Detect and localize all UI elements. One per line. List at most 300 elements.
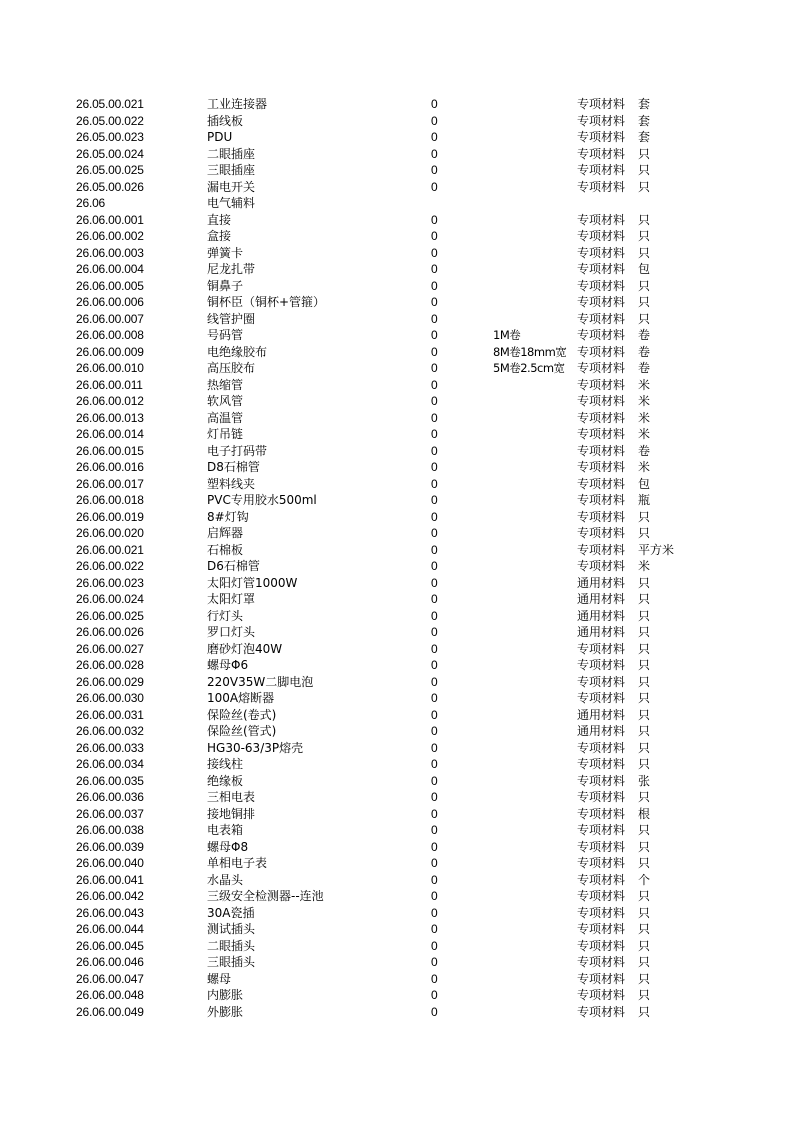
item-category: 专项材料 xyxy=(577,988,626,1002)
item-quantity: 0 xyxy=(431,394,438,408)
item-quantity: 0 xyxy=(431,97,438,111)
item-category: 专项材料 xyxy=(577,955,626,969)
item-code: 26.06.00.039 xyxy=(76,839,144,854)
item-name: 行灯头 xyxy=(207,608,244,623)
item-name: 螺母Φ8 xyxy=(207,839,249,854)
item-code: 26.05.00.024 xyxy=(76,146,144,161)
item-name: 软风管 xyxy=(207,394,244,408)
table-row xyxy=(0,690,793,707)
table-row xyxy=(0,789,793,806)
table-row xyxy=(0,657,793,674)
item-quantity: 0 xyxy=(431,212,438,227)
item-code: 26.06.00.046 xyxy=(76,955,144,969)
table-row xyxy=(0,261,793,278)
item-category: 专项材料 xyxy=(577,113,626,128)
item-category: 专项材料 xyxy=(577,658,626,672)
item-quantity: 0 xyxy=(431,427,438,441)
item-name: 30A瓷插 xyxy=(207,905,255,920)
item-unit: 只 xyxy=(638,146,651,161)
item-category: 专项材料 xyxy=(577,509,626,524)
item-code: 26.06.00.029 xyxy=(76,674,144,689)
item-unit: 只 xyxy=(638,839,651,854)
item-name: 太阳灯管1000W xyxy=(207,575,298,590)
item-unit: 只 xyxy=(638,509,651,524)
item-name: 电绝缘胶布 xyxy=(207,344,268,359)
item-code: 26.06.00.008 xyxy=(76,328,144,342)
item-category: 专项材料 xyxy=(577,344,626,359)
item-unit: 套 xyxy=(638,130,651,144)
item-quantity: 0 xyxy=(431,641,438,656)
item-name: 太阳灯罩 xyxy=(207,592,256,606)
item-name: 弹簧卡 xyxy=(207,245,244,260)
item-quantity: 0 xyxy=(431,295,438,309)
item-code: 26.06.00.031 xyxy=(76,707,144,722)
item-unit: 米 xyxy=(638,394,651,408)
item-code: 26.06.00.021 xyxy=(76,542,144,557)
item-category: 专项材料 xyxy=(577,377,626,392)
item-name: 直接 xyxy=(207,212,232,227)
item-category: 专项材料 xyxy=(577,443,626,458)
item-category: 专项材料 xyxy=(577,229,626,243)
item-category: 专项材料 xyxy=(577,691,626,705)
item-code: 26.06.00.013 xyxy=(76,410,144,425)
item-code: 26.06.00.047 xyxy=(76,971,144,986)
item-unit: 卷 xyxy=(638,344,651,359)
item-unit: 卷 xyxy=(638,328,651,342)
item-quantity: 0 xyxy=(431,971,438,986)
item-spec: 5M卷2.5cm宽 xyxy=(493,361,565,375)
item-name: 三级安全检测器--连池 xyxy=(207,889,324,903)
table-row xyxy=(0,888,793,905)
table-row xyxy=(0,855,793,872)
item-code: 26.06.00.027 xyxy=(76,641,144,656)
table-row xyxy=(0,410,793,427)
item-category: 专项材料 xyxy=(577,674,626,689)
item-quantity: 0 xyxy=(431,839,438,854)
table-row xyxy=(0,839,793,856)
table-row xyxy=(0,987,793,1004)
item-quantity: 0 xyxy=(431,823,438,837)
item-category: 专项材料 xyxy=(577,938,626,953)
item-unit: 米 xyxy=(638,410,651,425)
item-code: 26.06.00.038 xyxy=(76,823,144,837)
item-category: 专项材料 xyxy=(577,328,626,342)
table-row xyxy=(0,773,793,790)
item-code: 26.06.00.043 xyxy=(76,905,144,920)
item-category: 专项材料 xyxy=(577,460,626,474)
item-category: 专项材料 xyxy=(577,427,626,441)
item-quantity: 0 xyxy=(431,163,438,177)
item-name: 罗口灯头 xyxy=(207,625,256,639)
item-category: 专项材料 xyxy=(577,245,626,260)
item-unit: 只 xyxy=(638,971,651,986)
item-quantity: 0 xyxy=(431,146,438,161)
item-name: 水晶头 xyxy=(207,872,244,887)
item-code: 26.06.00.004 xyxy=(76,262,144,276)
item-quantity: 0 xyxy=(431,575,438,590)
item-quantity: 0 xyxy=(431,889,438,903)
item-code: 26.06.00.045 xyxy=(76,938,144,953)
item-name: 插线板 xyxy=(207,113,244,128)
item-quantity: 0 xyxy=(431,509,438,524)
table-row xyxy=(0,129,793,146)
item-unit: 只 xyxy=(638,625,651,639)
item-quantity: 0 xyxy=(431,625,438,639)
item-code: 26.06.00.044 xyxy=(76,922,144,936)
table-row xyxy=(0,228,793,245)
item-name: 电气辅料 xyxy=(207,196,256,210)
item-name: 高压胶布 xyxy=(207,361,256,375)
item-code: 26.06.00.014 xyxy=(76,427,144,441)
item-name: 线管护圈 xyxy=(207,311,256,326)
item-code: 26.06.00.026 xyxy=(76,625,144,639)
item-category: 专项材料 xyxy=(577,179,626,194)
item-quantity: 0 xyxy=(431,130,438,144)
item-category: 专项材料 xyxy=(577,773,626,788)
item-unit: 只 xyxy=(638,212,651,227)
item-name: 单相电子表 xyxy=(207,856,268,870)
item-name: PVC专用胶水500ml xyxy=(207,493,317,507)
item-quantity: 0 xyxy=(431,707,438,722)
item-name: 三相电表 xyxy=(207,790,256,804)
item-unit: 只 xyxy=(638,905,651,920)
item-unit: 只 xyxy=(638,245,651,260)
item-unit: 只 xyxy=(638,278,651,293)
item-category: 专项材料 xyxy=(577,905,626,920)
item-name: 盒接 xyxy=(207,229,232,243)
item-code: 26.06.00.035 xyxy=(76,773,144,788)
item-unit: 平方米 xyxy=(638,542,675,557)
item-category: 专项材料 xyxy=(577,872,626,887)
item-category: 专项材料 xyxy=(577,278,626,293)
item-code: 26.06.00.023 xyxy=(76,575,144,590)
item-category: 专项材料 xyxy=(577,971,626,986)
item-category: 通用材料 xyxy=(577,625,626,639)
item-unit: 套 xyxy=(638,97,651,111)
item-code: 26.06.00.002 xyxy=(76,229,144,243)
item-quantity: 0 xyxy=(431,229,438,243)
item-category: 专项材料 xyxy=(577,493,626,507)
item-unit: 只 xyxy=(638,179,651,194)
item-unit: 根 xyxy=(638,806,651,821)
item-code: 26.06.00.015 xyxy=(76,443,144,458)
item-category: 专项材料 xyxy=(577,262,626,276)
item-name: 漏电开关 xyxy=(207,179,256,194)
table-row xyxy=(0,162,793,179)
table-row xyxy=(0,245,793,262)
item-code: 26.06.00.025 xyxy=(76,608,144,623)
material-list-table xyxy=(0,96,793,1020)
item-quantity: 0 xyxy=(431,113,438,128)
table-row xyxy=(0,641,793,658)
item-code: 26.06.00.009 xyxy=(76,344,144,359)
item-name: 内膨胀 xyxy=(207,988,244,1002)
item-unit: 包 xyxy=(638,476,651,491)
item-name: 电子打码带 xyxy=(207,443,268,458)
item-unit: 只 xyxy=(638,856,651,870)
item-name: 三眼插座 xyxy=(207,163,256,177)
item-unit: 只 xyxy=(638,823,651,837)
item-unit: 包 xyxy=(638,262,651,276)
item-quantity: 0 xyxy=(431,955,438,969)
item-unit: 米 xyxy=(638,559,651,573)
item-code: 26.06.00.016 xyxy=(76,460,144,474)
item-name: 铜杯臣（铜杯+管箍） xyxy=(207,295,326,309)
table-row xyxy=(0,509,793,526)
item-quantity: 0 xyxy=(431,361,438,375)
item-name: D8石棉管 xyxy=(207,460,260,474)
table-row xyxy=(0,921,793,938)
table-row xyxy=(0,558,793,575)
table-row xyxy=(0,179,793,196)
item-name: 外膨胀 xyxy=(207,1004,244,1019)
item-code: 26.06.00.030 xyxy=(76,691,144,705)
item-code: 26.06.00.001 xyxy=(76,212,144,227)
item-name: HG30-63/3P熔壳 xyxy=(207,740,304,755)
table-row xyxy=(0,822,793,839)
item-name: PDU xyxy=(207,130,233,144)
table-row xyxy=(0,806,793,823)
item-name: 100A熔断器 xyxy=(207,691,275,705)
item-name: 号码管 xyxy=(207,328,244,342)
item-quantity: 0 xyxy=(431,757,438,771)
item-category: 专项材料 xyxy=(577,394,626,408)
item-unit: 瓶 xyxy=(638,493,651,507)
item-name: 塑料线夹 xyxy=(207,476,256,491)
item-category: 专项材料 xyxy=(577,212,626,227)
item-code: 26.05.00.021 xyxy=(76,97,144,111)
item-unit: 只 xyxy=(638,674,651,689)
item-unit: 只 xyxy=(638,608,651,623)
table-row xyxy=(0,96,793,113)
table-row xyxy=(0,294,793,311)
item-category: 专项材料 xyxy=(577,542,626,557)
item-code: 26.06.00.020 xyxy=(76,526,144,540)
item-code: 26.06.00.019 xyxy=(76,509,144,524)
item-unit: 个 xyxy=(638,872,651,887)
item-name: 二眼插座 xyxy=(207,146,256,161)
item-code: 26.06.00.022 xyxy=(76,559,144,573)
item-unit: 只 xyxy=(638,658,651,672)
table-row xyxy=(0,707,793,724)
item-quantity: 0 xyxy=(431,608,438,623)
item-category: 专项材料 xyxy=(577,856,626,870)
table-row xyxy=(0,723,793,740)
item-quantity: 0 xyxy=(431,674,438,689)
item-category: 专项材料 xyxy=(577,361,626,375)
table-row xyxy=(0,608,793,625)
item-category: 专项材料 xyxy=(577,889,626,903)
item-unit: 只 xyxy=(638,889,651,903)
item-quantity: 0 xyxy=(431,592,438,606)
item-quantity: 0 xyxy=(431,262,438,276)
item-code: 26.06.00.005 xyxy=(76,278,144,293)
table-row xyxy=(0,542,793,559)
item-category: 通用材料 xyxy=(577,724,626,738)
item-name: 绝缘板 xyxy=(207,773,244,788)
table-row xyxy=(0,113,793,130)
item-quantity: 0 xyxy=(431,988,438,1002)
item-category: 专项材料 xyxy=(577,559,626,573)
item-code: 26.06.00.018 xyxy=(76,493,144,507)
item-code: 26.05.00.022 xyxy=(76,113,144,128)
item-quantity: 0 xyxy=(431,691,438,705)
table-row xyxy=(0,1004,793,1021)
item-unit: 米 xyxy=(638,427,651,441)
item-category: 专项材料 xyxy=(577,526,626,540)
item-name: 铜鼻子 xyxy=(207,278,244,293)
item-quantity: 0 xyxy=(431,278,438,293)
item-unit: 只 xyxy=(638,691,651,705)
table-row xyxy=(0,492,793,509)
item-unit: 套 xyxy=(638,113,651,128)
item-name: 热缩管 xyxy=(207,377,244,392)
item-unit: 只 xyxy=(638,707,651,722)
item-code: 26.06.00.048 xyxy=(76,988,144,1002)
item-quantity: 0 xyxy=(431,311,438,326)
item-category: 专项材料 xyxy=(577,130,626,144)
item-code: 26.06.00.011 xyxy=(76,377,143,392)
item-category: 专项材料 xyxy=(577,806,626,821)
table-row xyxy=(0,525,793,542)
item-unit: 只 xyxy=(638,311,651,326)
item-unit: 只 xyxy=(638,1004,651,1019)
item-code: 26.06.00.041 xyxy=(76,872,144,887)
item-unit: 只 xyxy=(638,526,651,540)
table-row xyxy=(0,674,793,691)
table-row xyxy=(0,872,793,889)
item-quantity: 0 xyxy=(431,460,438,474)
table-row xyxy=(0,591,793,608)
item-quantity: 0 xyxy=(431,559,438,573)
item-name: 石棉板 xyxy=(207,542,244,557)
table-row xyxy=(0,971,793,988)
item-category: 专项材料 xyxy=(577,1004,626,1019)
item-unit: 只 xyxy=(638,955,651,969)
item-name: 螺母 xyxy=(207,971,232,986)
item-unit: 只 xyxy=(638,757,651,771)
item-category: 通用材料 xyxy=(577,575,626,590)
item-unit: 只 xyxy=(638,724,651,738)
item-category: 专项材料 xyxy=(577,839,626,854)
item-code: 26.06.00.017 xyxy=(76,476,144,491)
item-category: 专项材料 xyxy=(577,476,626,491)
item-code: 26.06.00.010 xyxy=(76,361,144,375)
table-row xyxy=(0,311,793,328)
table-row xyxy=(0,212,793,229)
item-quantity: 0 xyxy=(431,410,438,425)
table-row xyxy=(0,278,793,295)
item-quantity: 0 xyxy=(431,1004,438,1019)
item-code: 26.06.00.033 xyxy=(76,740,144,755)
item-spec: 1M卷 xyxy=(493,328,521,342)
item-name: 8#灯钩 xyxy=(207,509,249,524)
item-category: 专项材料 xyxy=(577,295,626,309)
item-name: 工业连接器 xyxy=(207,97,268,111)
table-row xyxy=(0,740,793,757)
item-unit: 只 xyxy=(638,740,651,755)
item-code: 26.06.00.037 xyxy=(76,806,144,821)
item-category: 专项材料 xyxy=(577,163,626,177)
item-category: 专项材料 xyxy=(577,757,626,771)
item-quantity: 0 xyxy=(431,658,438,672)
item-unit: 只 xyxy=(638,163,651,177)
item-name: 电表箱 xyxy=(207,823,244,837)
item-code: 26.06.00.012 xyxy=(76,394,144,408)
item-name: 接地铜排 xyxy=(207,806,256,821)
item-category: 专项材料 xyxy=(577,922,626,936)
item-name: 尼龙扎带 xyxy=(207,262,256,276)
item-category: 专项材料 xyxy=(577,641,626,656)
item-name: 二眼插头 xyxy=(207,938,256,953)
table-row xyxy=(0,360,793,377)
table-row xyxy=(0,459,793,476)
item-quantity: 0 xyxy=(431,938,438,953)
table-row xyxy=(0,344,793,361)
item-category: 专项材料 xyxy=(577,740,626,755)
item-name: 接线柱 xyxy=(207,757,244,771)
table-row xyxy=(0,938,793,955)
item-name: 高温管 xyxy=(207,410,244,425)
item-quantity: 0 xyxy=(431,724,438,738)
item-name: 磨砂灯泡40W xyxy=(207,641,283,656)
item-category: 专项材料 xyxy=(577,146,626,161)
item-unit: 只 xyxy=(638,938,651,953)
item-unit: 只 xyxy=(638,229,651,243)
item-unit: 只 xyxy=(638,790,651,804)
item-name: 测试插头 xyxy=(207,922,256,936)
item-quantity: 0 xyxy=(431,443,438,458)
item-unit: 只 xyxy=(638,592,651,606)
item-quantity: 0 xyxy=(431,872,438,887)
table-row xyxy=(0,905,793,922)
item-quantity: 0 xyxy=(431,922,438,936)
table-row xyxy=(0,393,793,410)
item-code: 26.06.00.024 xyxy=(76,592,144,606)
item-quantity: 0 xyxy=(431,526,438,540)
item-quantity: 0 xyxy=(431,740,438,755)
item-code: 26.06.00.028 xyxy=(76,658,144,672)
item-code: 26.06.00.006 xyxy=(76,295,144,309)
item-category: 专项材料 xyxy=(577,97,626,111)
item-code: 26.06.00.040 xyxy=(76,856,144,870)
item-unit: 只 xyxy=(638,988,651,1002)
item-unit: 只 xyxy=(638,575,651,590)
item-quantity: 0 xyxy=(431,245,438,260)
table-row xyxy=(0,476,793,493)
table-row xyxy=(0,377,793,394)
item-quantity: 0 xyxy=(431,328,438,342)
item-quantity: 0 xyxy=(431,493,438,507)
item-spec: 8M卷18mm宽 xyxy=(493,344,567,359)
item-category: 通用材料 xyxy=(577,707,626,722)
item-category: 通用材料 xyxy=(577,608,626,623)
item-category: 专项材料 xyxy=(577,823,626,837)
item-unit: 卷 xyxy=(638,443,651,458)
item-unit: 米 xyxy=(638,377,651,392)
table-row xyxy=(0,443,793,460)
item-code: 26.06.00.007 xyxy=(76,311,144,326)
item-quantity: 0 xyxy=(431,905,438,920)
item-category: 专项材料 xyxy=(577,790,626,804)
table-row xyxy=(0,195,793,212)
table-row xyxy=(0,624,793,641)
item-category: 专项材料 xyxy=(577,311,626,326)
table-row xyxy=(0,954,793,971)
table-row xyxy=(0,575,793,592)
item-category: 通用材料 xyxy=(577,592,626,606)
item-quantity: 0 xyxy=(431,856,438,870)
